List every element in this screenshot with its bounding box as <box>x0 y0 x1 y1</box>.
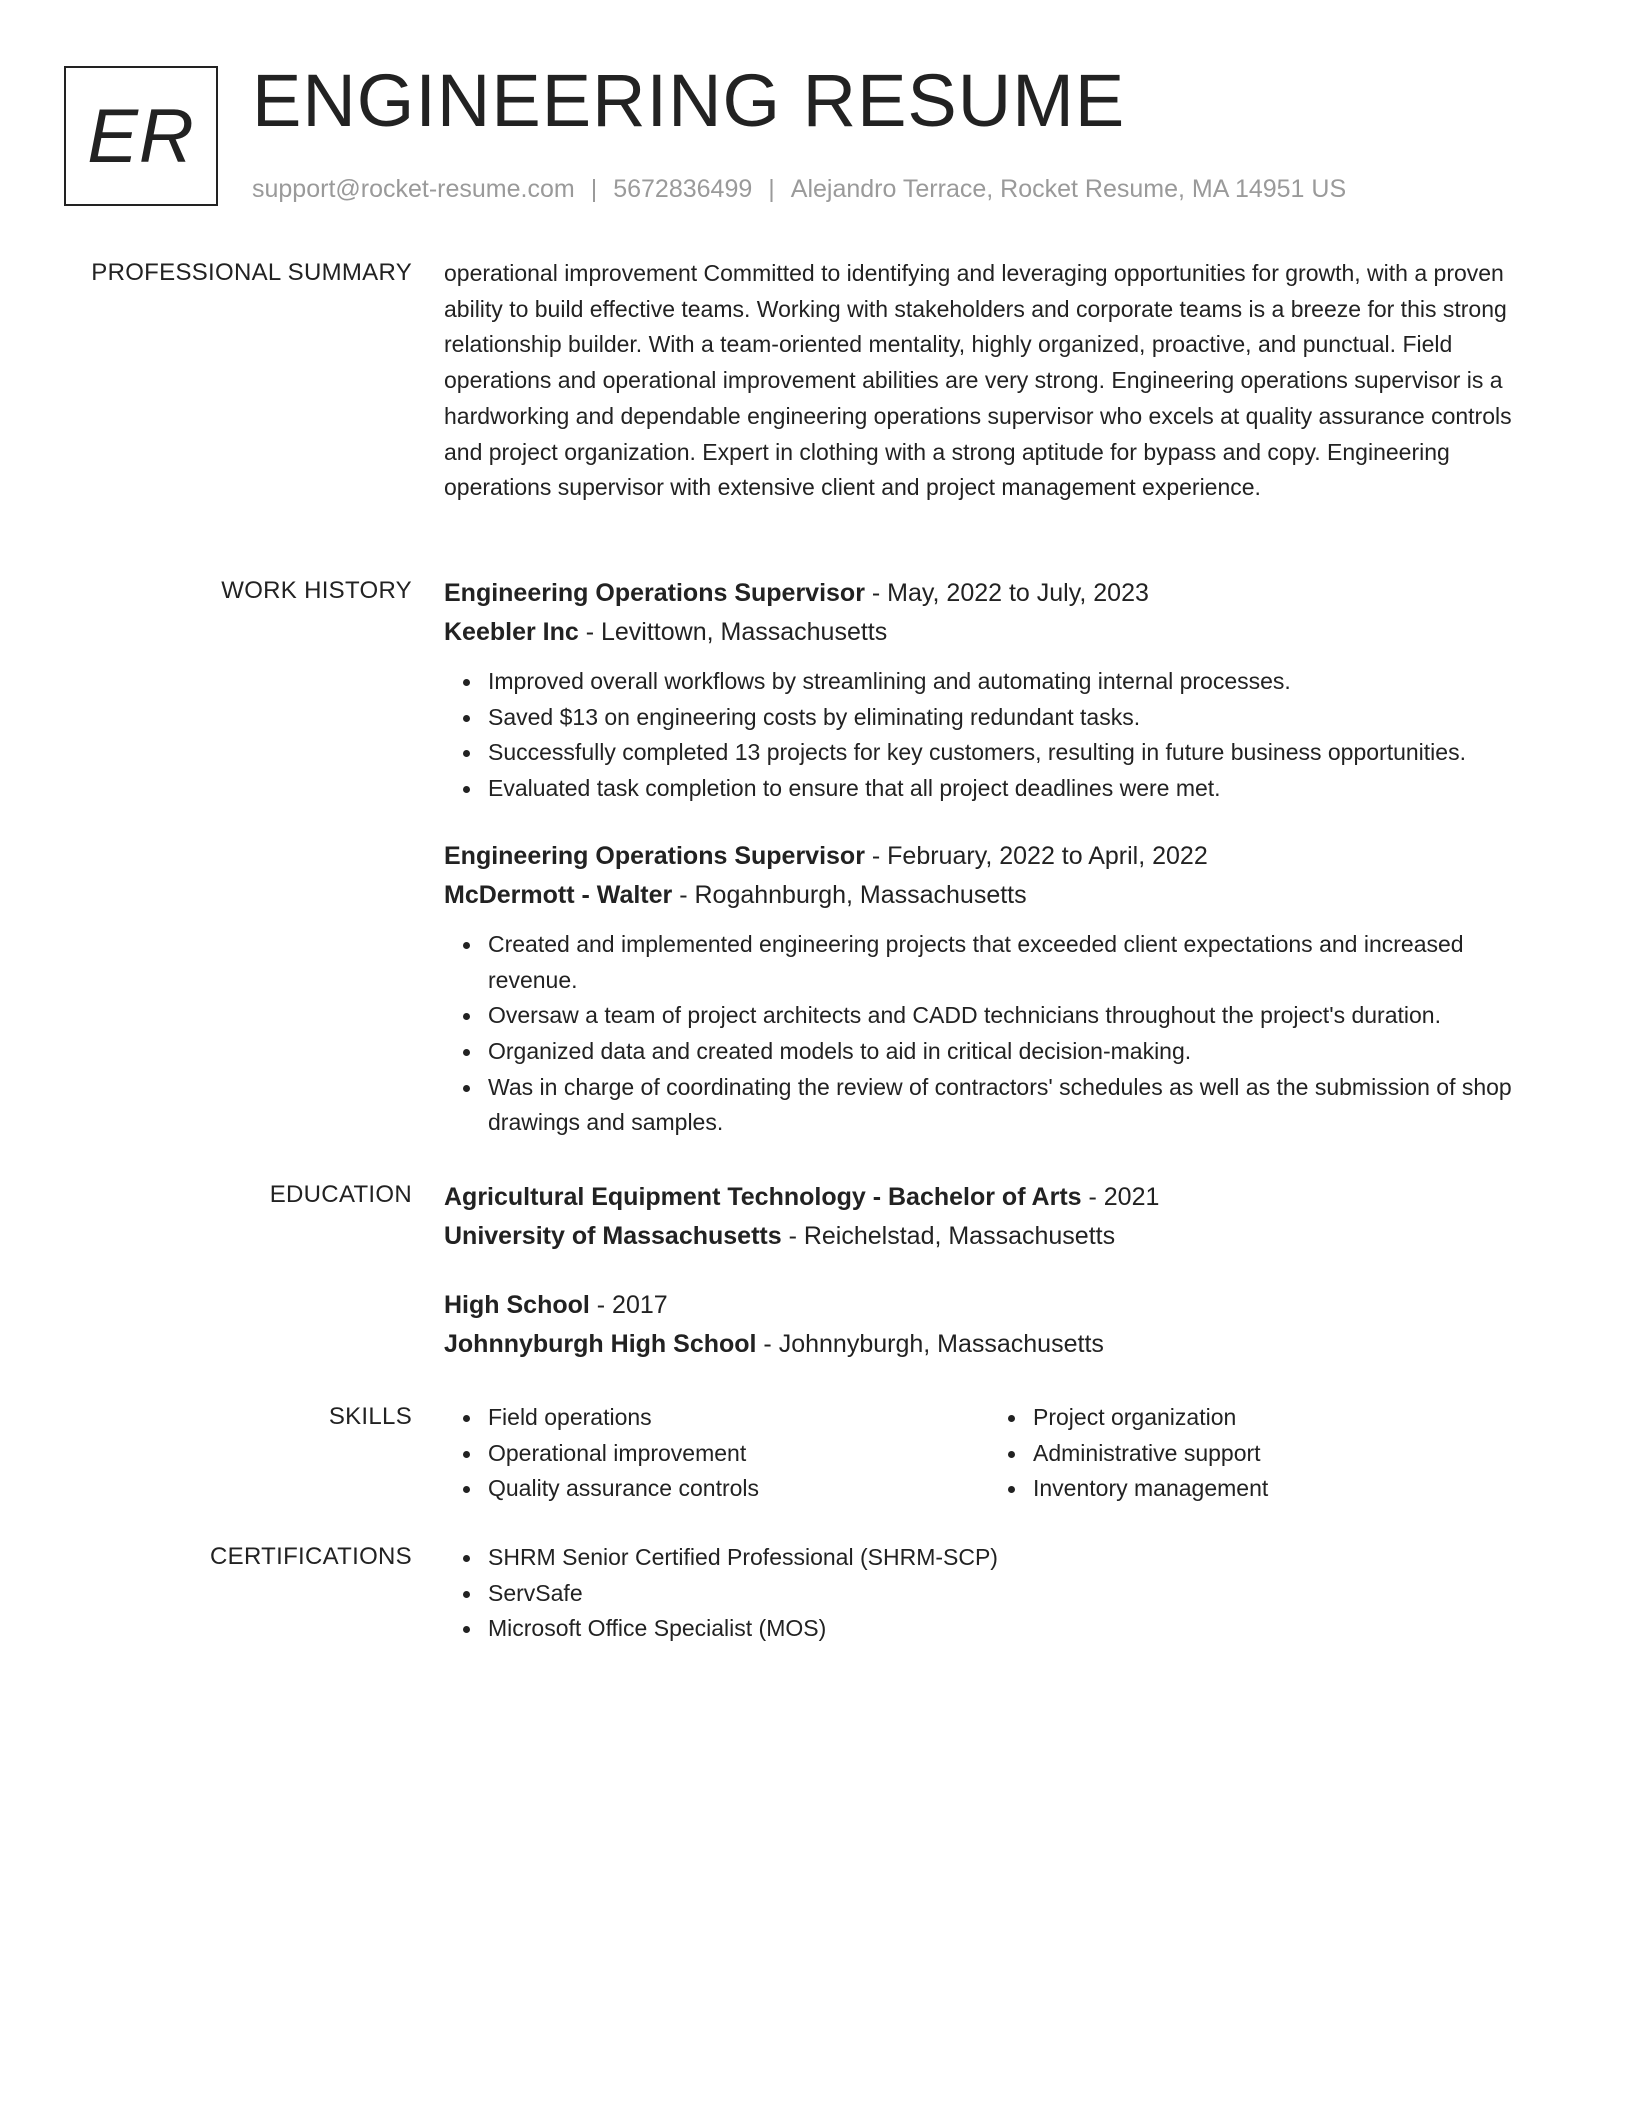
job-bullet: Successfully completed 13 projects for key customers, resulting in future business opportunities. <box>488 735 1556 771</box>
job-dates: - May, 2022 to July, 2023 <box>864 579 1149 607</box>
summary-text: operational improvement Committed to identifying and leveraging opportunities for growth, with a proven ability to build effective teams. Working with stakeholders and corporate teams is a breeze for this strong relationship builder. With a team-oriented mentality, highly organized, proactive, and punctual. Field operations and operational improvement abilities are very strong. Engineering operations supervisor is a hardworking and dependable engineering operations supervisor who excels at quality assurance controls and project organization. Expert in clothing with a strong aptitude for bypass and copy. Engineering operations supervisor with extensive client and project management experience. <box>444 260 1512 501</box>
job-entry <box>444 837 1556 1141</box>
job-bullet: Organized data and created models to aid in critical decision-making. <box>488 1034 1556 1070</box>
education-year: - 2017 <box>589 1291 668 1319</box>
job-bullet: Saved $13 on engineering costs by eliminating redundant tasks. <box>488 700 1556 736</box>
job-bullet: Evaluated task completion to ensure that all project deadlines were met. <box>488 771 1556 807</box>
certification-item: SHRM Senior Certified Professional (SHRM-SCP) <box>488 1540 1556 1576</box>
education-school: Johnnyburgh High School <box>444 1330 757 1358</box>
skills-column-right <box>989 1400 1534 1507</box>
job-location: - Levittown, Massachusetts <box>578 618 888 646</box>
education-school-line <box>444 1325 1556 1364</box>
education-entry <box>444 1178 1556 1256</box>
contact-separator: | <box>590 175 598 203</box>
education-location: - Reichelstad, Massachusetts <box>781 1222 1116 1250</box>
section-title-certifications: CERTIFICATIONS <box>210 1543 412 1570</box>
contact-address: Alejandro Terrace, Rocket Resume, MA 14951 US <box>790 175 1347 203</box>
skill-item: Administrative support <box>1033 1436 1534 1472</box>
certifications-list <box>444 1540 1556 1647</box>
job-location: - Rogahnburgh, Massachusetts <box>672 880 1027 909</box>
job-bullets <box>444 927 1556 1141</box>
job-role: Engineering Operations Supervisor <box>444 579 865 607</box>
job-bullets <box>444 664 1556 807</box>
contact-phone[interactable]: 5672836499 <box>613 175 753 203</box>
summary-body <box>444 256 1556 506</box>
job-company-line <box>444 613 1556 652</box>
section-title-work-history: WORK HISTORY <box>221 577 412 604</box>
job-bullet: Created and implemented engineering projects that exceeded client expectations and increased revenue. <box>488 927 1556 998</box>
job-dates: - February, 2022 to April, 2022 <box>864 841 1208 870</box>
skill-item: Inventory management <box>1033 1471 1534 1507</box>
skill-item: Operational improvement <box>488 1436 989 1472</box>
skills-body <box>444 1400 1556 1507</box>
job-entry <box>444 574 1556 807</box>
education-location: - Johnnyburgh, Massachusetts <box>756 1330 1104 1358</box>
education-degree-line <box>444 1178 1556 1217</box>
certifications-body <box>444 1540 1556 1647</box>
education-degree: Agricultural Equipment Technology - Bachelor of Arts <box>444 1183 1082 1211</box>
section-title-skills: SKILLS <box>328 1403 412 1430</box>
education-body <box>444 1178 1556 1394</box>
skill-item: Field operations <box>488 1400 989 1436</box>
education-entry <box>444 1286 1556 1364</box>
job-role: Engineering Operations Supervisor <box>444 841 865 870</box>
job-company-line <box>444 876 1556 915</box>
section-title-education: EDUCATION <box>269 1181 412 1208</box>
job-company: Keebler Inc <box>444 618 579 646</box>
education-school: University of Massachusetts <box>444 1222 782 1250</box>
skills-list <box>989 1400 1534 1507</box>
skills-list <box>444 1400 989 1507</box>
education-degree: High School <box>444 1291 590 1319</box>
work-history-body <box>444 574 1556 1171</box>
resume-title: ENGINEERING RESUME <box>252 59 1126 142</box>
job-bullet: Improved overall workflows by streamlining and automating internal processes. <box>488 664 1556 700</box>
skills-grid <box>444 1400 1556 1507</box>
education-degree-line <box>444 1286 1556 1325</box>
job-company: McDermott - Walter <box>444 880 673 909</box>
certification-item: Microsoft Office Specialist (MOS) <box>488 1611 1556 1647</box>
job-bullet: Oversaw a team of project architects and CADD technicians throughout the project's duration. <box>488 998 1556 1034</box>
job-bullet: Was in charge of coordinating the review of contractors' schedules as well as the submission of shop drawings and samples. <box>488 1070 1556 1141</box>
skill-item: Quality assurance controls <box>488 1471 989 1507</box>
contact-email[interactable]: support@rocket-resume.com <box>252 175 575 203</box>
education-year: - 2021 <box>1081 1183 1160 1211</box>
education-school-line <box>444 1217 1556 1256</box>
skill-item: Project organization <box>1033 1400 1534 1436</box>
contact-line <box>252 172 1346 206</box>
skills-column-left <box>444 1400 989 1507</box>
contact-separator: | <box>768 175 775 203</box>
section-title-summary: PROFESSIONAL SUMMARY <box>91 259 412 286</box>
certification-item: ServSafe <box>488 1576 1556 1612</box>
job-role-line <box>444 574 1556 613</box>
monogram-logo: ER <box>64 66 218 206</box>
job-role-line <box>444 837 1556 876</box>
